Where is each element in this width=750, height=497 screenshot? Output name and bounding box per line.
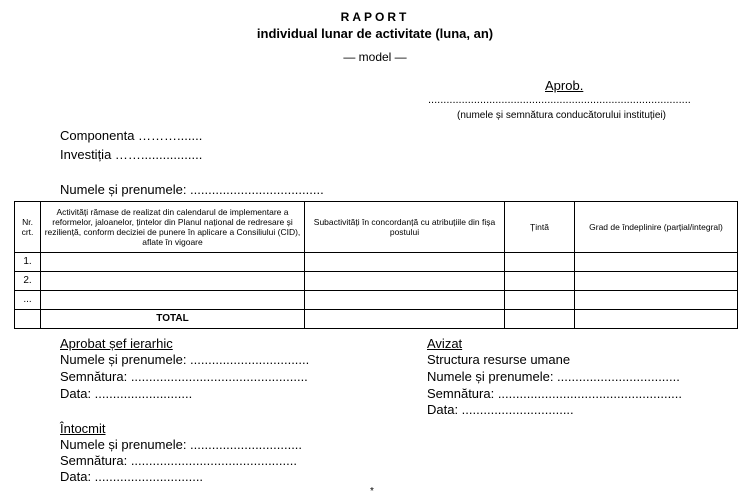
table-cell: [41, 272, 305, 291]
approval-label: Aprob.: [545, 78, 584, 93]
activity-table: [14, 201, 738, 329]
table-cell: [305, 253, 505, 272]
table-cell: [575, 310, 738, 329]
intocmit-title: Întocmit: [60, 421, 106, 436]
avizat-structura: Structura resurse umane: [427, 352, 571, 367]
aprobat-nume: Numele și prenumele: .................................: [60, 352, 310, 367]
table-row: [15, 291, 738, 310]
footnote-mark: *: [370, 486, 374, 497]
table-cell: [575, 272, 738, 291]
table-cell: [305, 310, 505, 329]
approval-note: (numele și semnătura conducătorului instituției): [457, 110, 666, 121]
investitia-field: Investiția …….................: [60, 147, 203, 162]
avizat-title: Avizat: [427, 336, 463, 351]
table-cell: [505, 291, 575, 310]
componenta-field: Componenta ……….......: [60, 128, 203, 143]
avizat-data: Data: ...............................: [427, 402, 574, 417]
intocmit-semnatura: Semnătura: ..............................................: [60, 453, 297, 468]
table-cell: [505, 310, 575, 329]
avizat-semnatura: Semnătura: ...................................................: [427, 386, 683, 401]
aprobat-semnatura: Semnătura: .................................................: [60, 369, 308, 384]
table-cell: [41, 291, 305, 310]
aprobat-title: Aprobat șef ierarhic: [60, 336, 173, 351]
table-cell: [305, 272, 505, 291]
report-subtitle: individual lunar de activitate (luna, an): [256, 26, 494, 41]
table-cell: [575, 291, 738, 310]
avizat-nume: Numele și prenumele: ..................................: [427, 369, 680, 384]
table-total-row: [15, 310, 738, 329]
aprobat-data: Data: ...........................: [60, 386, 193, 401]
report-title: RAPORT: [340, 10, 410, 24]
table-cell: [505, 253, 575, 272]
table-cell: [41, 253, 305, 272]
header-grad: Grad de îndeplinire (parțial/integral): [575, 202, 738, 253]
row-number: 1.: [15, 253, 41, 272]
table-cell: [575, 253, 738, 272]
header-subactivitati: Subactivități în concordanță cu atribuțiile din fișa postului: [305, 202, 505, 253]
model-label: — model —: [343, 50, 407, 64]
row-number: 2.: [15, 272, 41, 291]
intocmit-nume: Numele și prenumele: ...............................: [60, 437, 303, 452]
header-nr: Nr. crt.: [15, 202, 41, 253]
header-activitati: Activități rămase de realizat din calendarul de implementare a reformelor, jaloanelor, țintelor din Planul național de redresare și reziliență, conform deciziei de punere în aplicare a Consiliului (CID), aflate în vigoare: [41, 202, 305, 253]
header-tinta: Țintă: [505, 202, 575, 253]
approval-signature-line: ......................................................................................: [428, 94, 691, 106]
intocmit-data: Data: ..............................: [60, 469, 204, 484]
total-label: TOTAL: [41, 310, 305, 329]
table-cell: [15, 310, 41, 329]
table-cell: [305, 291, 505, 310]
table-cell: [505, 272, 575, 291]
row-number: ...: [15, 291, 41, 310]
nume-field: Numele și prenumele: .....................................: [60, 182, 324, 197]
table-row: [15, 253, 738, 272]
table-header-row: [15, 202, 738, 253]
table-row: [15, 272, 738, 291]
